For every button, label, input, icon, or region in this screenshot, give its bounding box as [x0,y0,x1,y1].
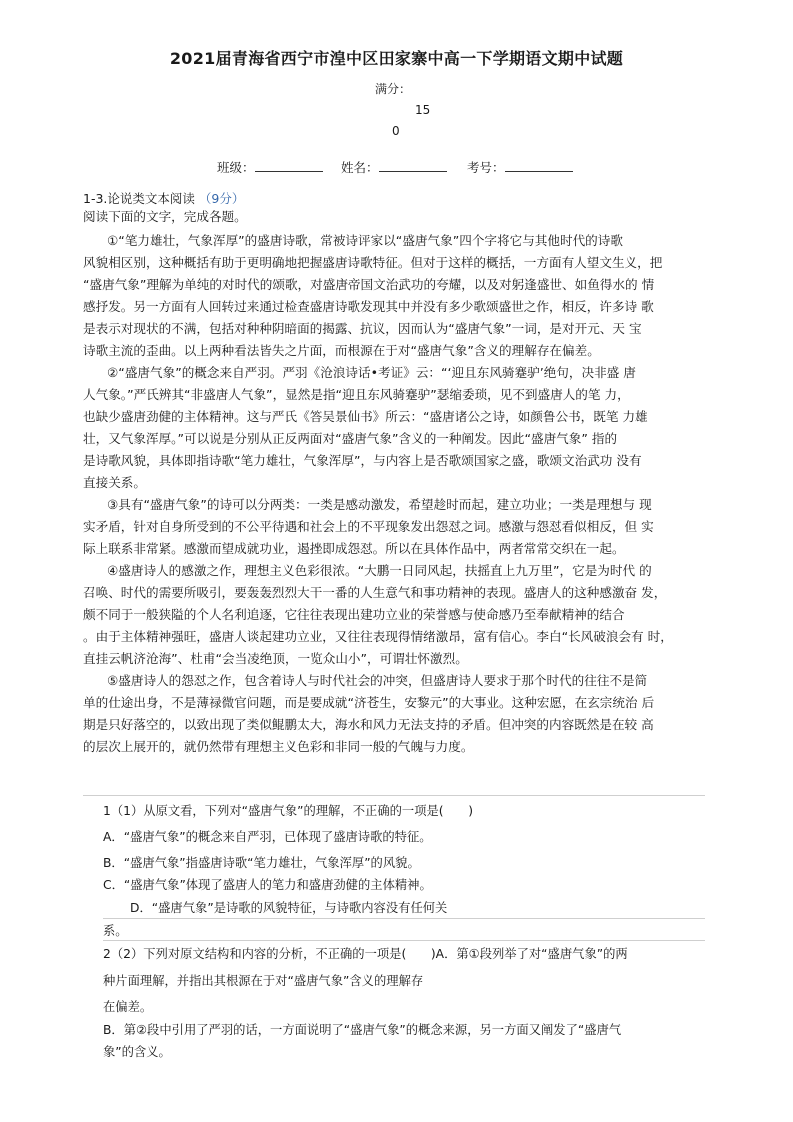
passage-line: ①“笔力雄壮，气象浑厚”的盛唐诗歌，常被诗评家以“盛唐气象”四个字将它与其他时代的诗歌 [107,233,623,248]
divider-mid-2 [103,940,705,941]
score-label: 满分： [375,82,412,96]
passage-line: 也缺少盛唐劲健的主体精神。这与严氏《答吴景仙书》所云：“盛唐诸公之诗，如颜鲁公书，既笔 力雄 [83,409,648,424]
passage-line: 召唤、时代的需要所吸引，要轰轰烈烈大干一番的人生意气和事功精神的表现。盛唐人的这种感激奋 发， [83,585,667,600]
exam-title: 2021届青海省西宁市湟中区田家寨中高一下学期语文期中试题 [169,49,624,68]
number-label: 考号： [467,160,505,175]
divider-mid [103,918,705,919]
passage-line: ②“盛唐气象”的概念来自严羽。严羽《沧浪诗话•考证》云：“‘迎且东风骑蹇驴’绝句，决非盛 唐 [107,365,636,380]
q2-option-b-line1: B．第②段中引用了严羽的话，一方面说明了“盛唐气象”的概念来源，另一方面又阐发了“盛唐气 [103,1023,622,1037]
score-digits-bottom: 0 [392,124,400,138]
reading-passage [83,230,713,758]
instruction-line: 阅读下面的文字，完成各题。 [83,209,247,224]
class-field [217,158,323,176]
passage-line: 感抒发。另一方面有人回转过来通过检查盛唐诗歌发现其中并没有多少歌颂盛世之作，相反，许多诗 歌 [83,299,654,314]
passage-line: 期是只好落空的，以致出现了类似鲲鹏太大，海水和风力无法支持的矛盾。但冲突的内容既然是在较 高 [83,717,654,732]
divider-top [83,795,705,796]
q2-stem-line1: 2（2）下列对原文结构和内容的分析，不正确的一项是( )A．第①段列举了对“盛唐气象”的两 [103,947,628,961]
passage-line: ③具有“盛唐气象”的诗可以分两类：一类是感动激发，希望趁时而起，建立功业；一类是理想与 现 [107,497,652,512]
q2-stem-line2: 种片面理解，并指出其根源在于对“盛唐气象”含义的理解存 [103,974,424,988]
passage-line: 单的仕途出身，不是薄禄微官问题，而是要成就“济苍生，安黎元”的大事业。这种宏愿，在玄宗统治 后 [83,695,655,710]
passage-line: 实矛盾，针对自身所受到的不公平待遇和社会上的不平现象发出怨怼之词。感激与怨怼看似相反，但 实 [83,519,654,534]
passage-line: 的层次上展开的，就仍然带有理想主义色彩和非同一般的气魄与力度。 [83,739,474,754]
passage-line: ⑤盛唐诗人的怨怼之作，包含着诗人与时代社会的冲突，但盛唐诗人要求于那个时代的往往不是简 [107,673,648,688]
name-label: 姓名： [341,160,379,175]
passage-line: 颇不同于一般狭隘的个人名利追逐，它往往表现出建功立业的荣誉感与使命感乃至奉献精神的结合 [83,607,625,622]
q1-option-b: B．“盛唐气象”指盛唐诗歌“笔力雄壮，气象浑厚”的风貌。 [103,856,420,870]
q1-option-d: D．“盛唐气象”是诗歌的风貌特征，与诗歌内容没有任何关 [130,901,448,915]
passage-line: 直挂云帆济沧海”、杜甫“会当凌绝顶，一览众山小”，可谓壮怀激烈。 [83,651,468,666]
number-blank [505,159,573,172]
passage-line: 人气象。”严氏辨其“非盛唐人气象”，显然是指“迎且东风骑蹇驴”瑟缩委琐，见不到盛唐人的笔 力， [83,387,630,402]
passage-line: 际上联系非常紧。感激而望成就功业，遏挫即成怨怼。所以在具体作品中，两者常常交织在一起。 [83,541,625,556]
q1-option-a: A．“盛唐气象”的概念来自严羽，已体现了盛唐诗歌的特征。 [103,830,432,844]
passage-line: 是表示对现状的不满，包括对种种阴暗面的揭露、抗议，因而认为“盛唐气象”一词，是对开元、天 宝 [83,321,642,336]
name-blank [379,159,447,172]
section-points: （9分） [198,191,245,206]
q2-stem-line3: 在偏差。 [103,1000,153,1014]
passage-line: 。由于主体精神强旺，盛唐人谈起建功立业，又往往表现得情绪激昂，富有信心。李白“长风破浪会有 时， [83,629,673,644]
number-field [467,158,573,176]
passage-line: ④盛唐诗人的感激之作，理想主义色彩很浓。“大鹏一日同风起，扶摇直上九万里”，它是为时代 的 [107,563,652,578]
score-digits-top: 15 [415,103,431,117]
passage-line: 直接关系。 [83,475,146,490]
class-label: 班级： [217,160,255,175]
passage-line: 诗歌主流的歪曲。以上两种看法皆失之片面，而根源在于对“盛唐气象”含义的理解存在偏差。 [83,343,600,358]
section-instruction [83,206,713,228]
q2-option-b-line2: 象”的含义。 [103,1045,171,1059]
passage-line: 风貌相区别，这种概括有助于更明确地把握盛唐诗歌特征。但对于这样的概括，一方面有人望文生义，把 [83,255,663,270]
class-blank [255,159,323,172]
q1-stem: 1（1）从原文看，下列对“盛唐气象”的理解，不正确的一项是( ) [103,804,474,818]
passage-line: 是诗歌风貌，具体即指诗歌“笔力雄壮，气象浑厚”，与内容上是否歌颂国家之盛，歌颂文治武功 没有 [83,453,642,468]
passage-line: 壮，又气象浑厚。”可以说是分别从正反两面对“盛唐气象”含义的一种阐发。因此“盛唐气象” 指的 [83,431,618,446]
passage-line: “盛唐气象”理解为单纯的对时代的颂歌，对盛唐帝国文治武功的夸耀，以及对躬逢盛世、如鱼得水的 情 [83,277,655,292]
q1-option-c: C．“盛唐气象”体现了盛唐人的笔力和盛唐劲健的主体精神。 [103,878,432,892]
section-title [83,189,244,207]
name-field [341,158,447,176]
q1-option-d-cont: 系。 [103,924,128,938]
section-title-text: 1-3.论说类文本阅读 [83,191,195,206]
